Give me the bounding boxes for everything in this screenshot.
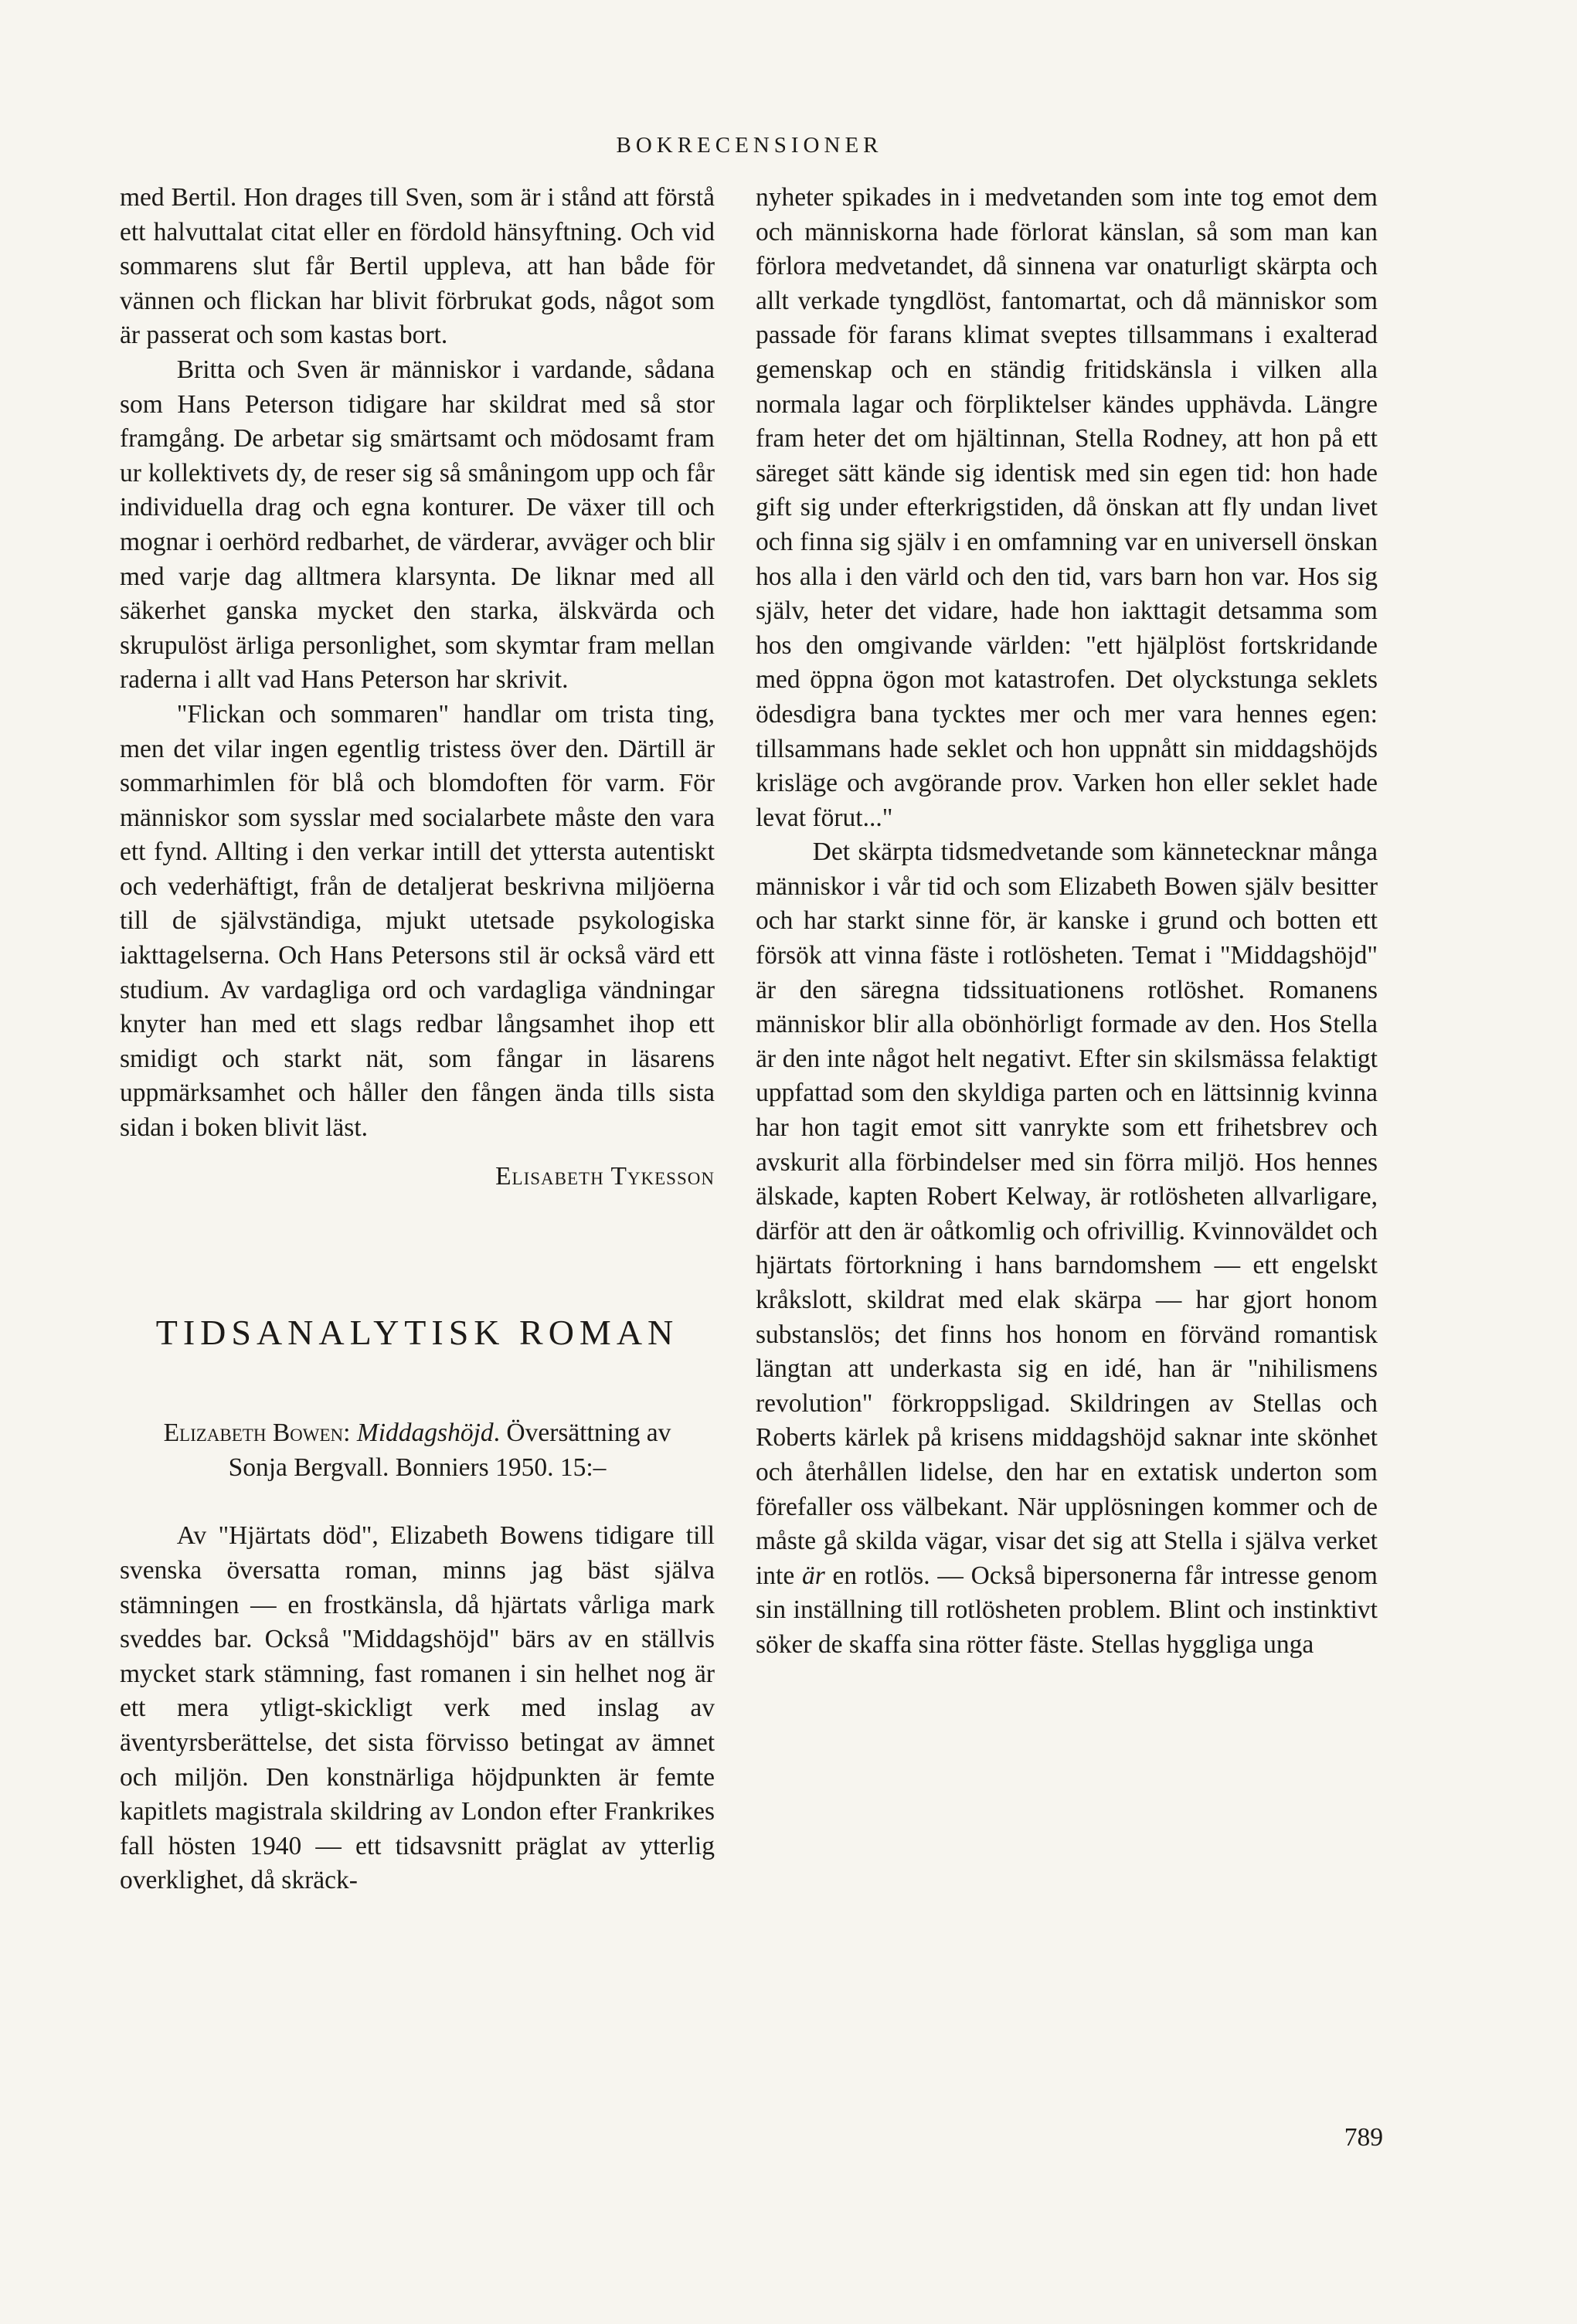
section-title: TIDSANALYTISK ROMAN [155, 1313, 679, 1353]
paragraph: Britta och Sven är människor i vardande, sådana som Hans Peterson tidigare har skildrat med så stor framgång. De arbetar sig smärtsamt och mödosamt fram ur kollektivets dy, de reser sig så småningom upp och får individuella drag och egna konturer. De växer till och mognar i oerhörd redbarhet, de värderar, avväger och blir med varje dag alltmera klarsynta. De liknar med all säkerhet ganska mycket den starka, älskvärda och skrupulöst ärliga personlighet, som skymtar fram mellan raderna i allt vad Hans Peterson har skrivit. [120, 355, 715, 695]
emphasized-word: är [801, 1561, 825, 1590]
paragraph [756, 835, 1378, 1662]
paragraph-text: en rotlös. — Också bipersonerna får intresse genom sin inställning till rotlösheten problem. Blint och instinktivt söker de skaffa sina rötter fäste. Stellas hyggliga unga [756, 1561, 1378, 1659]
paragraph: "Flickan och sommaren" handlar om trista ting, men det vilar ingen egentlig tristess över den. Därtill är sommarhimlen för blå och blomdoften för varm. För människor som sysslar med socialarbete måste den vara ett fynd. Allting i den verkar intill det yttersta autentiskt och vederhäftigt, från de detaljerat beskrivna miljöerna till de självständiga, mjukt utetsade psykologiska iakttagelserna. Och Hans Petersons stil är också värd ett studium. Av vardagliga ord och vardagliga vändningar knyter han med ett slags redbar långsamhet ihop ett smidigt och starkt nät, som fångar in läsarens uppmärksamhet och håller den fången ända tills sista sidan i boken blivit läst. [120, 699, 715, 1143]
paragraph: Av "Hjärtats död", Elizabeth Bowens tidigare till svenska översatta roman, minns jag bäst själva stämningen — en frostkänsla, då hjärtats vårliga mark sveddes bar. Också "Middagshöjd" bärs av en ställvis mycket stark stämning, fast romanen i sin helhet nog är ett mera ytligt-skickligt verk med inslag av äventyrsberättelse, det sista förvisso betingat av ämnet och miljön. Den konstnärliga höjdpunkten är femte kapitlets magistrala skildring av London efter Frankrikes fall hösten 1940 — ett tidsavsnitt präglat av ytterlig overklighet, då skräck- [120, 1521, 715, 1895]
book-info [135, 1416, 699, 1485]
book-title: Middagshöjd [356, 1419, 494, 1448]
running-head: BOKRECENSIONER [616, 133, 883, 158]
right-column [756, 181, 1378, 1663]
left-column [120, 181, 715, 1898]
book-author: Elizabeth Bowen [163, 1419, 344, 1448]
page-number: 789 [1344, 2123, 1383, 2152]
reviewer-signature: Elisabeth Tykesson [495, 1161, 715, 1191]
book-publication-details: . Översättning av Sonja Bergvall. Bonniers 1950. 15:– [228, 1419, 671, 1482]
paragraph: nyheter spikades in i medvetanden som inte tog emot dem och människorna hade förlorat känslan, så som man kan förlora medvetandet, då sinnena var onaturligt skärpta och allt verkade tyngdlöst, fantomartat, och då människor som passade för farans klimat sveptes tillsammans i exalterad gemenskap och en ständig fritidskänsla i vilken alla normala lagar och förpliktelser kändes upphävda. Längre fram heter det om hjältinnan, Stella Rodney, att hon på ett säreget sätt kände sig identisk med sin egen tid: hon hade gift sig under efterkrigstiden, då önskan att fly undan livet och finna sig själv i en omfamning var en universell önskan hos alla i den värld och den tid, vars barn hon var. Hos sig själv, heter det vidare, hade hon iakttagit detsamma som hos den omgivande världen: "ett hjälplöst fortskridande med öppna ögon mot katastrofen. Det olyckstunga seklets ödesdigra bana tycktes mer och mer vara hennes egen: tillsammans hade seklet och hon uppnått sin middagshöjds krisläge och avgörande prov. Varken hon eller seklet hade levat förut..." [756, 183, 1378, 832]
book-info-separator: : [343, 1419, 357, 1448]
paragraph: med Bertil. Hon drages till Sven, som är i stånd att förstå ett halvuttalat citat eller en fördold hänsyftning. Och vid sommarens slut får Bertil uppleva, att han både för vännen och flickan har blivit förbrukat gods, något som är passerat och som kastas bort. [120, 183, 715, 350]
paragraph-text: Det skärpta tidsmedvetande som kännetecknar många människor i vår tid och som Elizabeth Bowen själv besitter och har starkt sinne för, är kanske i grund och botten ett försök att vinna fäste i rotlösheten. Temat i "Middagshöjd" är den säregna tidssituationens rotlöshet. Romanens människor blir alla obönhörligt formade av den. Hos Stella är den inte något helt negativt. Efter sin skilsmässa felaktigt uppfattad som den skyldiga parten och en lättsinnig kvinna har hon tagit emot sitt vanrykte som ett frihetsbrev och avskurit alla förbindelser med sin förra miljö. Hos hennes älskade, kapten Robert Kelway, är rotlösheten allvarligare, därför att den är oåtkomlig och ofrivillig. Kvinnoväldet och hjärtats förtorkning i hans barndomshem — ett engelskt kråkslott, skildrat med elak skärpa — har gjort honom substanslös; det finns hos honom en förvänd romantisk längtan att underkasta sig en idé, han är "nihilismens revolution" förkroppsligad. Skildringen av Stellas och Roberts kärlek på krisens middagshöjd saknar inte skönhet och återhållen lidelse, den har en extatisk underton som förefaller oss välbekant. När upplösningen kommer och de måste gå skilda vägar, visar det sig att Stella i själva verket inte [756, 838, 1378, 1590]
